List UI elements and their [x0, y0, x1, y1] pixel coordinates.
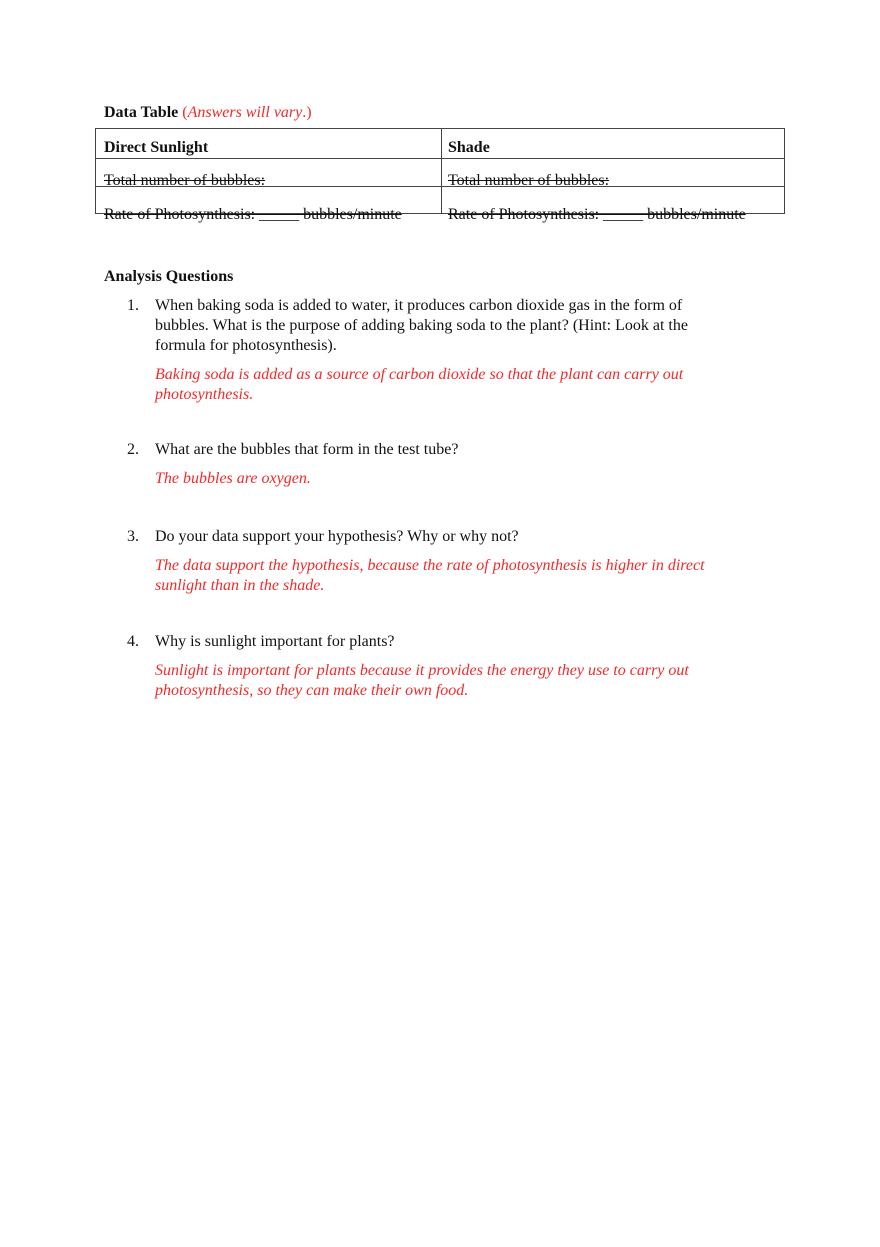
analysis-questions-title: Analysis Questions: [104, 268, 234, 285]
sunlight-rate-label: Rate of Photosynthesis: _____ bubbles/minute: [104, 206, 402, 223]
answer-text: Sunlight is important for plants because it provides the energy they use to carry out photosynthesis, so they can make their own food.: [155, 662, 689, 699]
table-column-divider: [441, 129, 442, 213]
sunlight-total-bubbles-label: Total number of bubbles:: [104, 172, 266, 189]
table-row-divider: [96, 158, 784, 159]
question-number: 2.: [127, 441, 139, 458]
shade-rate-label: Rate of Photosynthesis: _____ bubbles/minute: [448, 206, 746, 223]
column-header-shade: Shade: [448, 139, 490, 156]
data-table: [95, 128, 785, 223]
question-text: What are the bubbles that form in the test tube?: [155, 441, 459, 458]
data-table-heading: [104, 103, 312, 123]
question-number: 4.: [127, 633, 139, 650]
answers-note-open: (: [182, 104, 188, 121]
answers-note: Answers will vary: [187, 104, 303, 121]
answers-note-close: .): [302, 104, 312, 121]
shade-total-bubbles-label: Total number of bubbles:: [448, 172, 610, 189]
question-text: When baking soda is added to water, it produces carbon dioxide gas in the form of bubbles. What is the purpose of adding baking soda to the plant? (Hint: Look at the formula for photosynthesis).: [155, 297, 688, 354]
answer-text: The data support the hypothesis, because the rate of photosynthesis is higher in direct sunlight than in the shade.: [155, 557, 705, 594]
answer-text: Baking soda is added as a source of carbon dioxide so that the plant can carry out photosynthesis.: [155, 366, 684, 403]
column-header-direct-sunlight: Direct Sunlight: [104, 139, 209, 156]
question-text: Do your data support your hypothesis? Why or why not?: [155, 528, 519, 545]
question-number: 1.: [127, 297, 139, 314]
answer-text: The bubbles are oxygen.: [155, 470, 311, 487]
data-table-title: Data Table: [104, 104, 179, 121]
question-text: Why is sunlight important for plants?: [155, 633, 395, 650]
question-number: 3.: [127, 528, 139, 545]
